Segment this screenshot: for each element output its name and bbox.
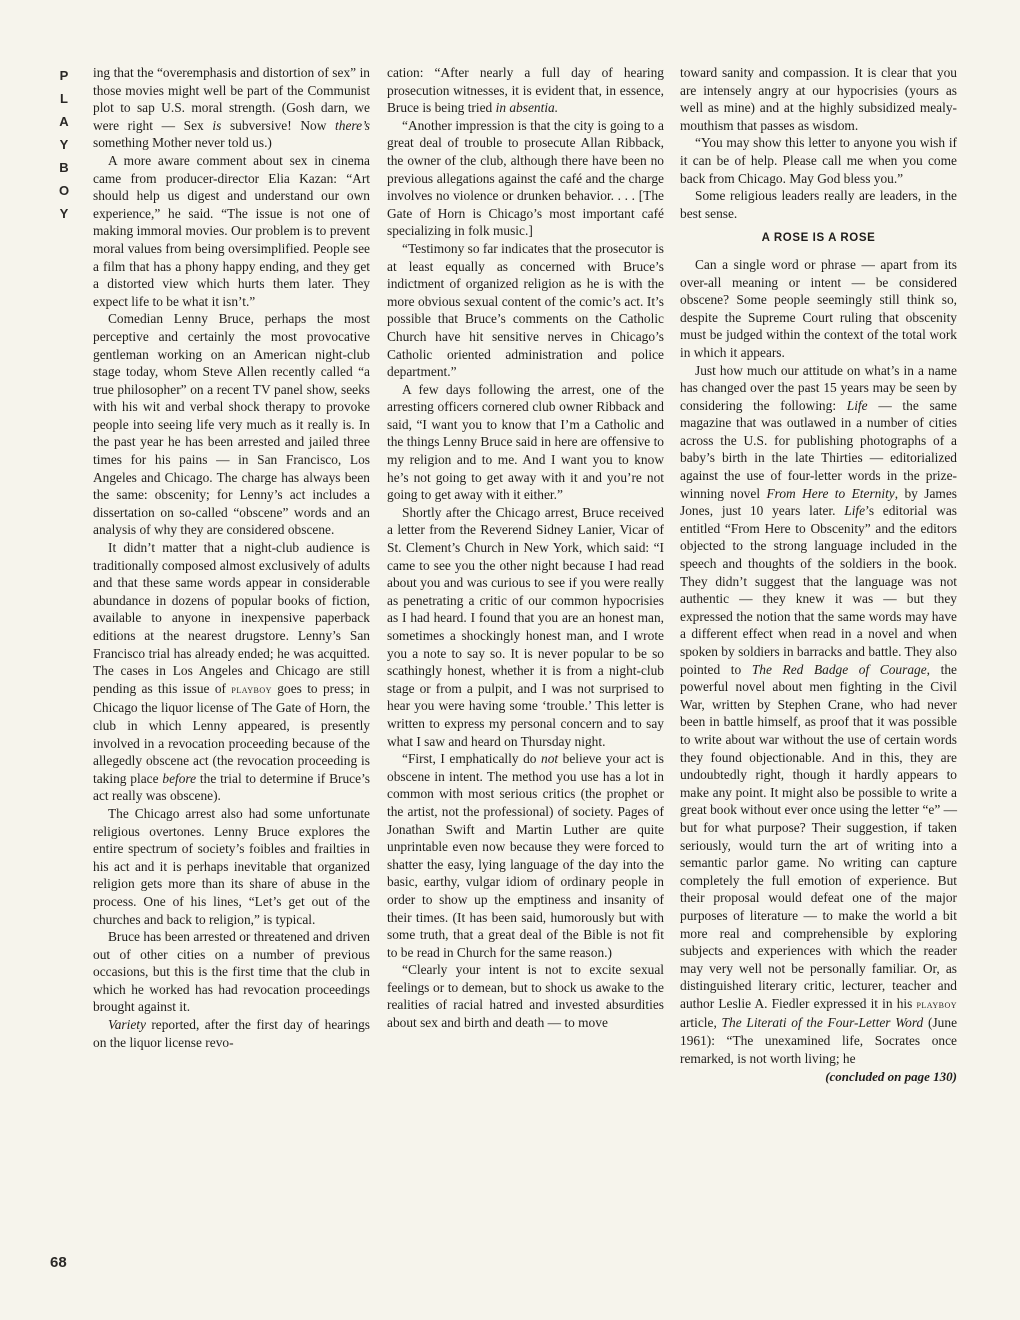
magazine-side-label [54, 64, 74, 225]
paragraph: It didn’t matter that a night-club audience is traditionally composed almost exclusively of adults and that these same words appear in considerable abundance in dozens of popular books of fiction, available to anyone in inexpensive paperback editions at the nearest drugstore. Lenny’s San Francisco trial has already ended; he was acquitted. The cases in Los Angeles and Chicago are still pending as this issue of playboy goes to press; in Chicago the liquor license of The Gate of Horn, the club in which Lenny appeared, is presently involved in a revocation proceeding because of the allegedly obscene act (the revocation proceeding is taking place before the trial to determine if Bruce’s act really was obscene). [93, 540, 370, 804]
column-3-bottom [680, 256, 957, 1067]
paragraph: Can a single word or phrase — apart from its over-all meaning or intent — be considered obscene? Some people seemingly still think so, despite the Supreme Court ruling that obscenity must be judged within the context of the total work in which it appears. [680, 256, 957, 360]
column-3-top [680, 64, 957, 222]
paragraph: Some religious leaders really are leaders, in the best sense. [680, 188, 957, 221]
paragraph: cation: “After nearly a full day of hearing prosecution witnesses, it is evident that, in essence, Bruce is being tried in absentia. [387, 65, 664, 116]
column-2 [387, 64, 664, 1032]
paragraph: ing that the “overemphasis and distortion of sex” in those movies might well be part of the Communist plot to sap U.S. moral strength. (Gosh darn, we were right — Sex is subversive! Now there’s something Mother never told us.) [93, 65, 370, 151]
page-number: 68 [50, 1254, 67, 1271]
side-label-letter: B [59, 160, 69, 175]
section-heading: A ROSE IS A ROSE [761, 232, 876, 245]
paragraph: Just how much our attitude on what’s in a name has changed over the past 15 years may be seen by considering the following: Life — the same magazine that was outlawed in a number of cities across the U.S. for publishing photographs of a baby’s birth in the late Thirties — editorialized against the use of four-letter words in the prize-winning novel From Here to Eternity, by James Jones, just 10 years later. Life’s editorial was entitled “From Here to Obscenity” and the editors objected to the strong language included in the speech and thoughts of the soldiers in the book. They didn’t suggest that the language was not authentic — they knew it was — but they expressed the notion that the same words may have a different effect when read in a novel and when spoken by soldiers in barracks and battle. They also pointed to The Red Badge of Courage, the powerful novel about men fighting in the Civil War, written by Stephen Crane, who had never been in battle himself, as proof that it was possible to write about war without the use of certain words they found objectionable. And in this, they are undoubtedly right, though it hardly appears to make any point. It might also be possible to write a great book without ever once using the letter “e” — but for what purpose? Their suggestion, if taken seriously, would turn the art of writing into a semantic parlor game. No writing can capture completely the full emotion of experience. But their proposal would defeat one of the major purposes of literature — to make the world a bit more real and comprehensible by exploring subjects and experiences with which the reader may very well not be personally familiar. Or, as distinguished literary critic, lecturer, teacher and author Leslie A. Fiedler expressed it in his playboy article, The Literati of the Four-Letter Word (June 1961): “The unexamined life, Socrates once remarked, is not worth living; he [680, 362, 958, 1066]
column-1 [93, 64, 370, 1051]
paragraph: Bruce has been arrested or threatened and driven out of other cities on a number of previous occasions, but this is the first time that the club in which he worked has had revocation proceedings brought against it. [93, 929, 370, 1015]
side-label-letter: P [59, 68, 69, 83]
side-label-letter: Y [59, 137, 69, 152]
side-label-letter: Y [59, 206, 69, 221]
paragraph: “Testimony so far indicates that the prosecutor is at least equally as concerned with Bruce’s indictment of organized religion as he is with the more obvious sexual content of the comic’s act. It’s possible that Bruce’s comments on the Catholic Church have hit sensitive nerves in Chicago’s Catholic oriented administration and police department.” [387, 240, 664, 380]
paragraph: “First, I emphatically do not believe your act is obscene in intent. The method you use has a lot in common with most serious critics (the prophet or the artist, not the professional) of society. Pages of Jonathan Swift and Martin Luther are quite unprintable even now because they were forced to shatter the easy, lying language of the day into the basic, earthy, vulgar idiom of ordinary people in order to show up the emptiness and insanity of their times. (It has been said, humorously but with some truth, that a great deal of the Bible is not fit to be read in Church for the same reason.) [387, 751, 665, 960]
paragraph: A few days following the arrest, one of the arresting officers cornered club owner Ribback and said, “I want you to know that I’m a Catholic and the things Lenny Bruce said in here are offensive to my religion and to me. And I want you to know he’s not going to get away with it and you’re not going to get away with it either.” [387, 381, 664, 503]
paragraph: A more aware comment about sex in cinema came from producer-director Elia Kazan: “Art should help us digest and understand our own experience,” he said. “The issue is not one of making immoral movies. Our problem is to prevent moral values from being oversimplified. People see a film that has a phony happy ending, and they get a distorted view which hurts them later. They expect life to be what it isn’t.” [93, 152, 370, 309]
side-label-letter: A [59, 114, 69, 129]
paragraph: “You may show this letter to anyone you wish if it can be of help. Please call me when you come back from Chicago. May God bless you.” [680, 135, 957, 186]
paragraph: “Another impression is that the city is going to a great deal of trouble to prosecute Allan Ribback, the owner of the club, although there have been no previous allegations against the café and the charge involves no violence or drunken behavior. . . . [The Gate of Horn is Chicago’s most important café specializing in folk music.] [387, 117, 664, 239]
paragraph: The Chicago arrest also had some unfortunate religious overtones. Lenny Bruce explores the entire spectrum of society’s foibles and frailties in his act and it is perhaps inevitable that organized religion gets more than its share of abuse in the process. One of his lines, “Let’s get out of the churches and back to religion,” is typical. [93, 805, 370, 927]
paragraph: Shortly after the Chicago arrest, Bruce received a letter from the Reverend Sidney Lanier, Vicar of St. Clement’s Church in New York, which said: “I came to see you the other night because I had read about you and was curious to see if you were really as penetrating a critic of our common hypocrisies as I had heard. I found that you are an honest man, sometimes a shockingly honest man, and I wrote you a note to say so. It is never popular to be so scathingly honest, whether it is from a night-club stage or from a pulpit, and I was not surprised to hear you were having some ‘trouble.’ This letter is written to express my personal concern and to say what I saw and heard on Thursday night. [387, 504, 664, 749]
paragraph: Comedian Lenny Bruce, perhaps the most perceptive and certainly the most provocative gentleman working on an American night-club stage today, whom Steve Allen recently called “a true philosopher” on a recent TV panel show, seeks with his wit and verbal shock therapy to provoke people into seeing life very much as it really is. In the past year he has been arrested and jailed three times for his pains — in San Francisco, Los Angeles and Chicago. The charge has always been the same: obscenity; for Lenny’s act includes a dissertation on so-called “obscene” words and an analysis of why they are considered obscene. [93, 311, 370, 538]
column-3 [680, 64, 957, 1086]
side-label-letter: O [58, 183, 70, 198]
jump-line: (concluded on page 130) [825, 1069, 957, 1085]
paragraph: “Clearly your intent is not to excite sexual feelings or to demean, but to shock us awake to the realities of racial hatred and invested absurdities about sex and birth and death — to move [387, 962, 664, 1031]
paragraph: toward sanity and compassion. It is clear that you are intensely angry at our hypocrisies (yours as well as mine) and at the highly subsidized mealy-mouthism that passes as wisdom. [680, 65, 957, 133]
side-label-letter: L [60, 91, 68, 106]
paragraph: Variety reported, after the first day of hearings on the liquor license revo- [93, 1017, 370, 1050]
